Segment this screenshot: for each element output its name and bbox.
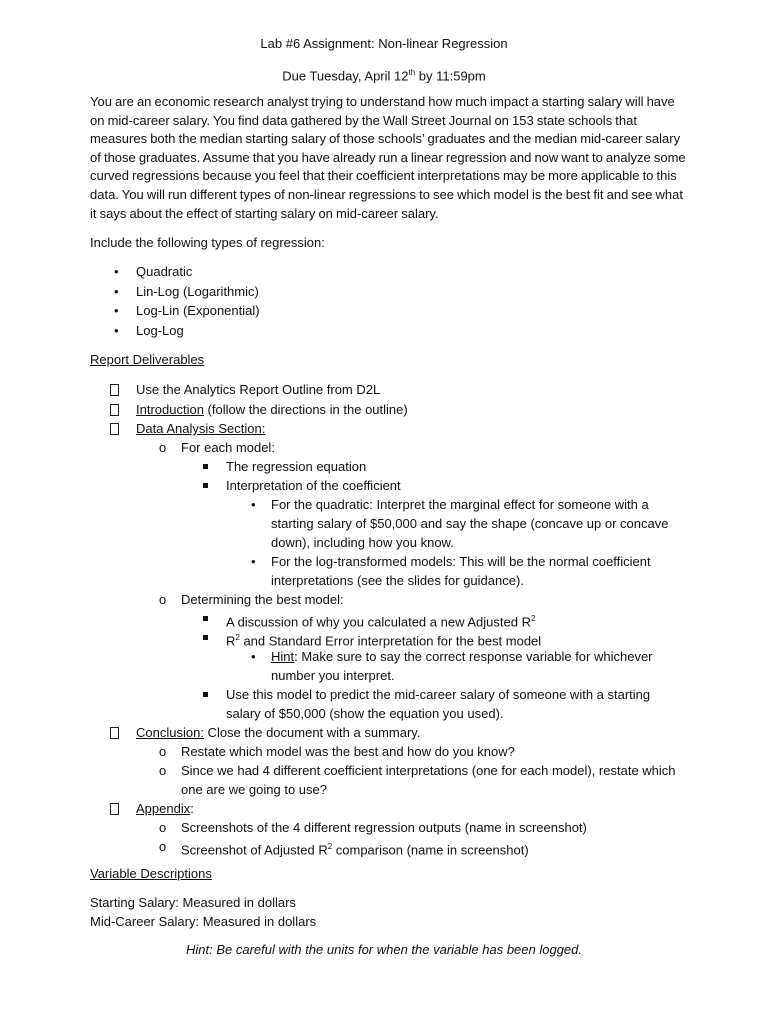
- bullet-icon: •: [251, 497, 256, 512]
- determining-best-model: Determining the best model:: [181, 592, 344, 607]
- circle-bullet-icon: o: [159, 440, 167, 455]
- due-date: Due Tuesday, April 12th by 11:59pm: [282, 68, 486, 84]
- quadratic-line3: down), including how you know.: [271, 535, 454, 550]
- restate-best: Restate which model was the best and how do you know?: [181, 744, 515, 759]
- circle-bullet-icon: o: [159, 763, 167, 778]
- square-bullet-icon: [203, 458, 208, 477]
- screenshot-adjusted: Screenshot of Adjusted $R^2$ comparison (name in screenshot): [181, 842, 529, 858]
- variable-descriptions-heading: Variable Descriptions: [90, 866, 212, 881]
- square-bullet-icon: [203, 477, 208, 496]
- quadratic-line2: starting salary of $50,000 and say the shape (concave up or concave: [271, 516, 669, 531]
- bullet-icon: •: [251, 649, 256, 664]
- list-item: • Log-Log: [114, 322, 184, 338]
- r2-interpretation: $R^2$ and Standard Error interpretation for the best model: [226, 633, 542, 649]
- predict-line1: Use this model to predict the mid-career salary of someone with a starting: [226, 687, 651, 702]
- hint-line2: number you interpret.: [271, 668, 395, 683]
- checkbox-icon: [110, 724, 119, 743]
- introduction-item: Introduction (follow the directions in the outline): [136, 402, 408, 417]
- regression-equation: The regression equation: [226, 459, 367, 474]
- circle-bullet-icon: o: [159, 820, 167, 835]
- list-item: • Quadratic: [114, 264, 193, 279]
- square-bullet-icon: [203, 629, 208, 648]
- appendix-item: Appendix:: [136, 801, 194, 816]
- logmodels-line2: interpretations (see the slides for guidance).: [271, 573, 524, 588]
- for-each-model: For each model:: [181, 440, 275, 455]
- midcareer-salary: Mid-Career Salary: Measured in dollars: [90, 914, 317, 929]
- outline-item: Use the Analytics Report Outline from D2L: [136, 382, 381, 397]
- starting-salary: Starting Salary: Measured in dollars: [90, 895, 296, 910]
- coef-line1: Since we had 4 different coefficient interpretations (one for each model), restate which: [181, 763, 676, 778]
- logmodels-line1: For the log-transformed models: This will be the normal coefficient: [271, 554, 651, 569]
- list-item: • Lin-Log (Logarithmic): [114, 283, 259, 299]
- list-item: • Log-Lin (Exponential): [114, 303, 260, 318]
- bullet-icon: •: [251, 554, 256, 569]
- intro-paragraph: You are an economic research analyst trying to understand how much impact a starting salary will have on mid-career salary. You find data gathered by the Wall Street Journal on 153 state schools that measures both the median starting salary of those schools’ graduates and the median mid-career salary of those graduates. Assume that you have already run a linear regression and now want to analyze some curved regressions because you feel that their coefficient interpretations may be more applicable to this data. You will run different types of non-linear regressions to see which model is the best fit and see what it says about the effect of starting salary on mid-career salary.: [90, 94, 686, 221]
- screenshots-outputs: Screenshots of the 4 different regression outputs (name in screenshot): [181, 820, 587, 835]
- regression-types-list: [90, 263, 260, 341]
- square-bullet-icon: [203, 610, 208, 629]
- interpretation-coefficient: Interpretation of the coefficient: [226, 478, 401, 493]
- checkbox-icon: [110, 800, 119, 819]
- report-deliverables-heading: Report Deliverables: [90, 352, 205, 367]
- checkbox-icon: [110, 401, 119, 420]
- circle-bullet-icon: o: [159, 592, 167, 607]
- coef-line2: one are we going to use?: [181, 782, 327, 797]
- conclusion-item: Conclusion: Close the document with a summary.: [136, 725, 421, 740]
- quadratic-line1: For the quadratic: Interpret the marginal effect for someone with a: [271, 497, 649, 512]
- page-title: Lab #6 Assignment: Non-linear Regression: [260, 36, 508, 51]
- checkbox-icon: [110, 420, 119, 439]
- final-hint: Hint: Be careful with the units for when the variable has been logged.: [185, 942, 583, 957]
- include-lead: Include the following types of regression:: [90, 235, 325, 250]
- circle-bullet-icon: o: [159, 744, 167, 759]
- adjusted-discussion: A discussion of why you calculated a new Adjusted $R^2$: [226, 614, 536, 630]
- hint-line1: Hint: Make sure to say the correct response variable for whichever: [271, 649, 653, 664]
- square-bullet-icon: [203, 686, 208, 705]
- circle-bullet-icon: o: [159, 839, 167, 854]
- data-analysis-item: Data Analysis Section:: [136, 421, 266, 436]
- checkbox-icon: [110, 381, 119, 400]
- predict-line2: salary of $50,000 (show the equation you used).: [226, 706, 504, 721]
